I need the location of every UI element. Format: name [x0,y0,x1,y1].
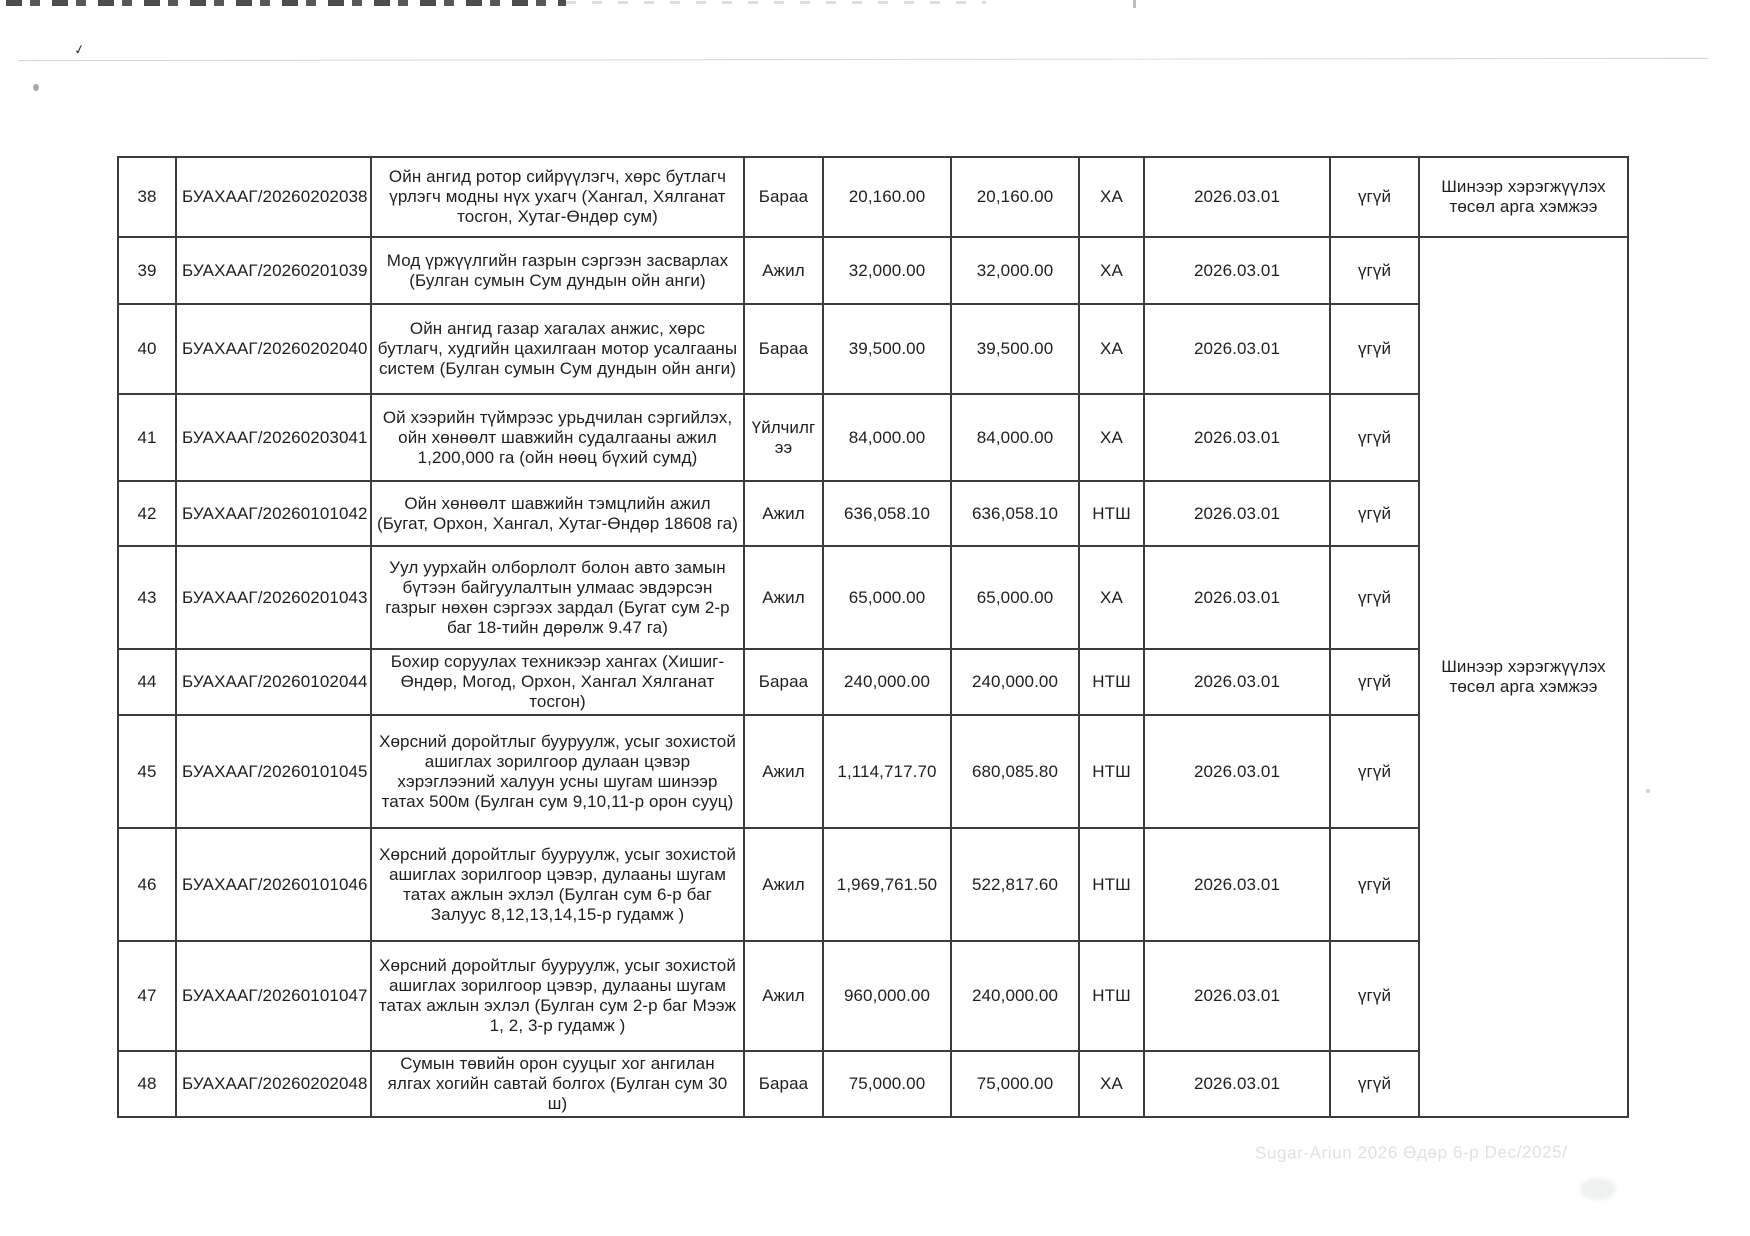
tender-code-cell: БУАХААГ/20260201039 [176,237,371,304]
table-row [118,649,1628,715]
description-cell: Бохир соруулах техникээр хангах (Хишиг-Өндөр, Могод, Орхон, Хангал Хялганат тосгон) [371,649,744,715]
type-cell: Ажил [744,828,823,941]
type-cell: Үйлчилгээ [744,394,823,481]
tender-code-cell: БУАХААГ/20260102044 [176,649,371,715]
method-cell: НТШ [1079,828,1144,941]
method-cell: ХА [1079,237,1144,304]
description-cell: Хөрсний доройтлыг бууруулж, усыг зохистой ашиглах зорилгоор дулаан цэвэр хэрэглээний халуун усны шугам шинээр татах 500м (Булган сум 9,10,11-р орон сууц) [371,715,744,828]
date-cell: 2026.03.01 [1144,157,1330,237]
type-cell: Бараа [744,649,823,715]
table-row [118,1051,1628,1117]
row-number-cell: 45 [118,715,176,828]
description-cell: Уул уурхайн олборлолт болон авто замын бүтээн байгуулалтын улмаас эвдэрсэн газрыг нөхөн сэргээх зардал (Бугат сум 2-р баг 18-тийн дөрөлж 9.47 га) [371,546,744,649]
pen-mark: ✓ [72,41,87,58]
budget-total-cell: 636,058.10 [823,481,951,546]
budget-current-cell: 522,817.60 [951,828,1079,941]
budget-total-cell: 75,000.00 [823,1051,951,1117]
description-cell: Сумын төвийн орон сууцыг хог ангилан ялгах хогийн савтай болгох (Булган сум 30 ш) [371,1051,744,1117]
type-cell: Бараа [744,1051,823,1117]
date-cell: 2026.03.01 [1144,1051,1330,1117]
status-cell: үгүй [1330,1051,1419,1117]
table-row [118,546,1628,649]
procurement-plan-table [117,156,1629,1118]
table-row [118,157,1628,237]
budget-total-cell: 65,000.00 [823,546,951,649]
budget-total-cell: 39,500.00 [823,304,951,394]
tender-code-cell: БУАХААГ/20260202038 [176,157,371,237]
scan-edge-artifact [6,0,566,6]
status-cell: үгүй [1330,941,1419,1051]
method-cell: ХА [1079,157,1144,237]
table-row [118,481,1628,546]
tender-code-cell: БУАХААГ/20260202048 [176,1051,371,1117]
status-cell: үгүй [1330,304,1419,394]
note-cell: Шинээр хэрэгжүүлэх төсөл арга хэмжээ [1419,157,1628,237]
type-cell: Ажил [744,546,823,649]
description-cell: Ойн ангид газар хагалах анжис, хөрс бутлагч, худгийн цахилгаан мотор усалгааны систем (Булган сумын Сум дундын ойн анги) [371,304,744,394]
date-cell: 2026.03.01 [1144,828,1330,941]
budget-total-cell: 20,160.00 [823,157,951,237]
budget-total-cell: 1,969,761.50 [823,828,951,941]
budget-total-cell: 32,000.00 [823,237,951,304]
method-cell: НТШ [1079,941,1144,1051]
budget-current-cell: 680,085.80 [951,715,1079,828]
status-cell: үгүй [1330,828,1419,941]
tender-code-cell: БУАХААГ/20260203041 [176,394,371,481]
date-cell: 2026.03.01 [1144,941,1330,1051]
table-row [118,237,1628,304]
description-cell: Ойн хөнөөлт шавжийн тэмцлийн ажил (Бугат, Орхон, Хангал, Хутаг-Өндөр 18608 га) [371,481,744,546]
row-number-cell: 46 [118,828,176,941]
budget-current-cell: 75,000.00 [951,1051,1079,1117]
status-cell: үгүй [1330,481,1419,546]
budget-current-cell: 65,000.00 [951,546,1079,649]
status-cell: үгүй [1330,546,1419,649]
method-cell: ХА [1079,546,1144,649]
row-number-cell: 44 [118,649,176,715]
status-cell: үгүй [1330,157,1419,237]
table-row [118,394,1628,481]
description-cell: Ойн ангид ротор сийрүүлэгч, хөрс бутлагч үрлэгч модны нүх ухагч (Хангал, Хялганат тосгон, Хутаг-Өндөр сум) [371,157,744,237]
row-number-cell: 48 [118,1051,176,1117]
procurement-table-body [118,157,1628,1117]
date-cell: 2026.03.01 [1144,546,1330,649]
scan-fold-line [18,58,1708,61]
date-cell: 2026.03.01 [1144,649,1330,715]
table-row [118,941,1628,1051]
method-cell: НТШ [1079,481,1144,546]
description-cell: Ой хээрийн түймрээс урьдчилан сэргийлэх, ойн хөнөөлт шавжийн судалгааны ажил 1,200,000 га (ойн нөөц бүхий сумд) [371,394,744,481]
type-cell: Ажил [744,941,823,1051]
method-cell: ХА [1079,304,1144,394]
signature-watermark: Sugar-Ariun 2026 Өдөр 6-р Dec/2025/ [1254,1142,1568,1163]
note-cell: Шинээр хэрэгжүүлэх төсөл арга хэмжээ [1419,237,1628,1117]
date-cell: 2026.03.01 [1144,237,1330,304]
tender-code-cell: БУАХААГ/20260202040 [176,304,371,394]
scan-smudge [1580,1178,1616,1200]
method-cell: ХА [1079,1051,1144,1117]
row-number-cell: 39 [118,237,176,304]
tender-code-cell: БУАХААГ/20260201043 [176,546,371,649]
type-cell: Бараа [744,304,823,394]
budget-current-cell: 636,058.10 [951,481,1079,546]
row-number-cell: 38 [118,157,176,237]
row-number-cell: 47 [118,941,176,1051]
type-cell: Ажил [744,715,823,828]
date-cell: 2026.03.01 [1144,394,1330,481]
scan-speck [33,84,39,91]
row-number-cell: 43 [118,546,176,649]
scan-tick-artifact [1133,0,1136,8]
budget-current-cell: 84,000.00 [951,394,1079,481]
row-number-cell: 42 [118,481,176,546]
scan-speck [1646,789,1650,793]
budget-current-cell: 240,000.00 [951,941,1079,1051]
table-row [118,715,1628,828]
description-cell: Хөрсний доройтлыг бууруулж, усыг зохистой ашиглах зорилгоор цэвэр, дулааны шугам татах ажлын эхлэл (Булган сум 2-р баг Мээж 1, 2, 3-р гудамж ) [371,941,744,1051]
type-cell: Ажил [744,481,823,546]
description-cell: Хөрсний доройтлыг бууруулж, усыг зохистой ашиглах зорилгоор цэвэр, дулааны шугам татах ажлын эхлэл (Булган сум 6-р баг Залуус 8,12,13,14,15-р гудамж ) [371,828,744,941]
budget-current-cell: 39,500.00 [951,304,1079,394]
type-cell: Ажил [744,237,823,304]
tender-code-cell: БУАХААГ/20260101046 [176,828,371,941]
budget-current-cell: 240,000.00 [951,649,1079,715]
status-cell: үгүй [1330,715,1419,828]
type-cell: Бараа [744,157,823,237]
budget-current-cell: 20,160.00 [951,157,1079,237]
budget-total-cell: 1,114,717.70 [823,715,951,828]
description-cell: Мод үржүүлгийн газрын сэргээн засварлах (Булган сумын Сум дундын ойн анги) [371,237,744,304]
date-cell: 2026.03.01 [1144,481,1330,546]
date-cell: 2026.03.01 [1144,304,1330,394]
tender-code-cell: БУАХААГ/20260101045 [176,715,371,828]
budget-total-cell: 240,000.00 [823,649,951,715]
row-number-cell: 40 [118,304,176,394]
tender-code-cell: БУАХААГ/20260101042 [176,481,371,546]
budget-current-cell: 32,000.00 [951,237,1079,304]
table-row [118,828,1628,941]
method-cell: НТШ [1079,649,1144,715]
method-cell: НТШ [1079,715,1144,828]
date-cell: 2026.03.01 [1144,715,1330,828]
method-cell: ХА [1079,394,1144,481]
status-cell: үгүй [1330,394,1419,481]
status-cell: үгүй [1330,649,1419,715]
budget-total-cell: 960,000.00 [823,941,951,1051]
budget-total-cell: 84,000.00 [823,394,951,481]
tender-code-cell: БУАХААГ/20260101047 [176,941,371,1051]
status-cell: үгүй [1330,237,1419,304]
scan-edge-artifact-light [566,1,986,4]
table-row [118,304,1628,394]
row-number-cell: 41 [118,394,176,481]
